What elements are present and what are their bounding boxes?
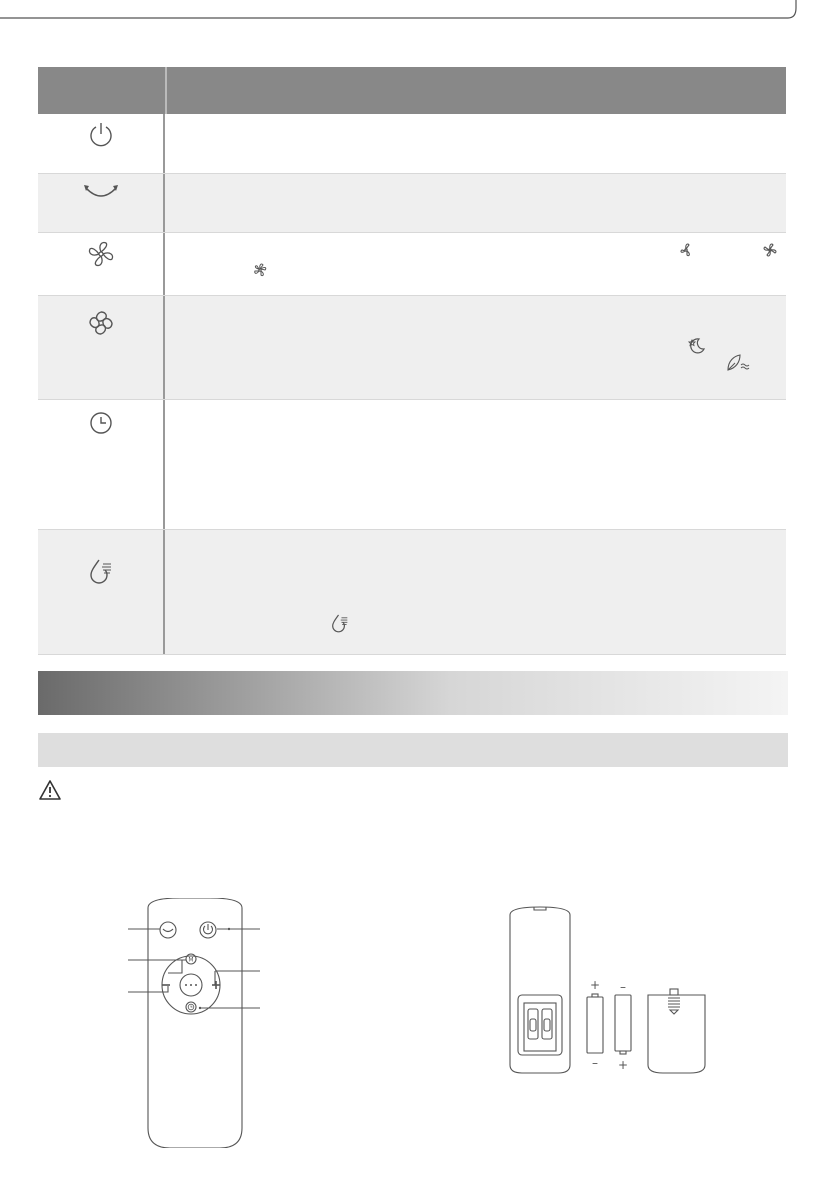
section-heading-band [38, 671, 788, 715]
page-corner-line [0, 0, 800, 28]
humidify-drop-icon [329, 612, 351, 634]
battery-plus-bottom: + [617, 1058, 629, 1072]
sleep-mode-icon [687, 336, 707, 356]
remote-control-diagram [120, 898, 270, 1148]
table-row-mode [38, 296, 786, 400]
table-header [38, 67, 786, 114]
battery-minus-bottom: – [592, 1056, 598, 1070]
table-row-fan-speed [38, 233, 786, 296]
header-icon-column [38, 67, 167, 114]
fan-low-icon [677, 241, 695, 259]
battery-minus-top: – [620, 980, 626, 994]
table-row-humidify [38, 530, 786, 655]
table-row-power [38, 114, 786, 174]
fan-high-icon [251, 261, 269, 279]
mode-swirl-icon [86, 308, 116, 338]
swing-arrows-icon [81, 180, 121, 204]
battery-plus-top: + [589, 978, 601, 992]
subsection-heading-band [38, 733, 788, 767]
timer-clock-icon [86, 408, 116, 438]
function-table [38, 67, 786, 655]
header-description-column [167, 67, 786, 114]
fan-mid-icon [761, 241, 779, 259]
table-row-swing [38, 174, 786, 233]
warning-icon [38, 779, 62, 801]
power-icon [86, 120, 116, 150]
battery-installation-diagram [500, 905, 720, 1075]
fan-speed-icon [86, 239, 116, 269]
mode-button-label: M [188, 956, 194, 964]
natural-wind-icon [725, 353, 751, 373]
table-row-timer [38, 400, 786, 530]
humidify-drop-icon [86, 556, 116, 586]
